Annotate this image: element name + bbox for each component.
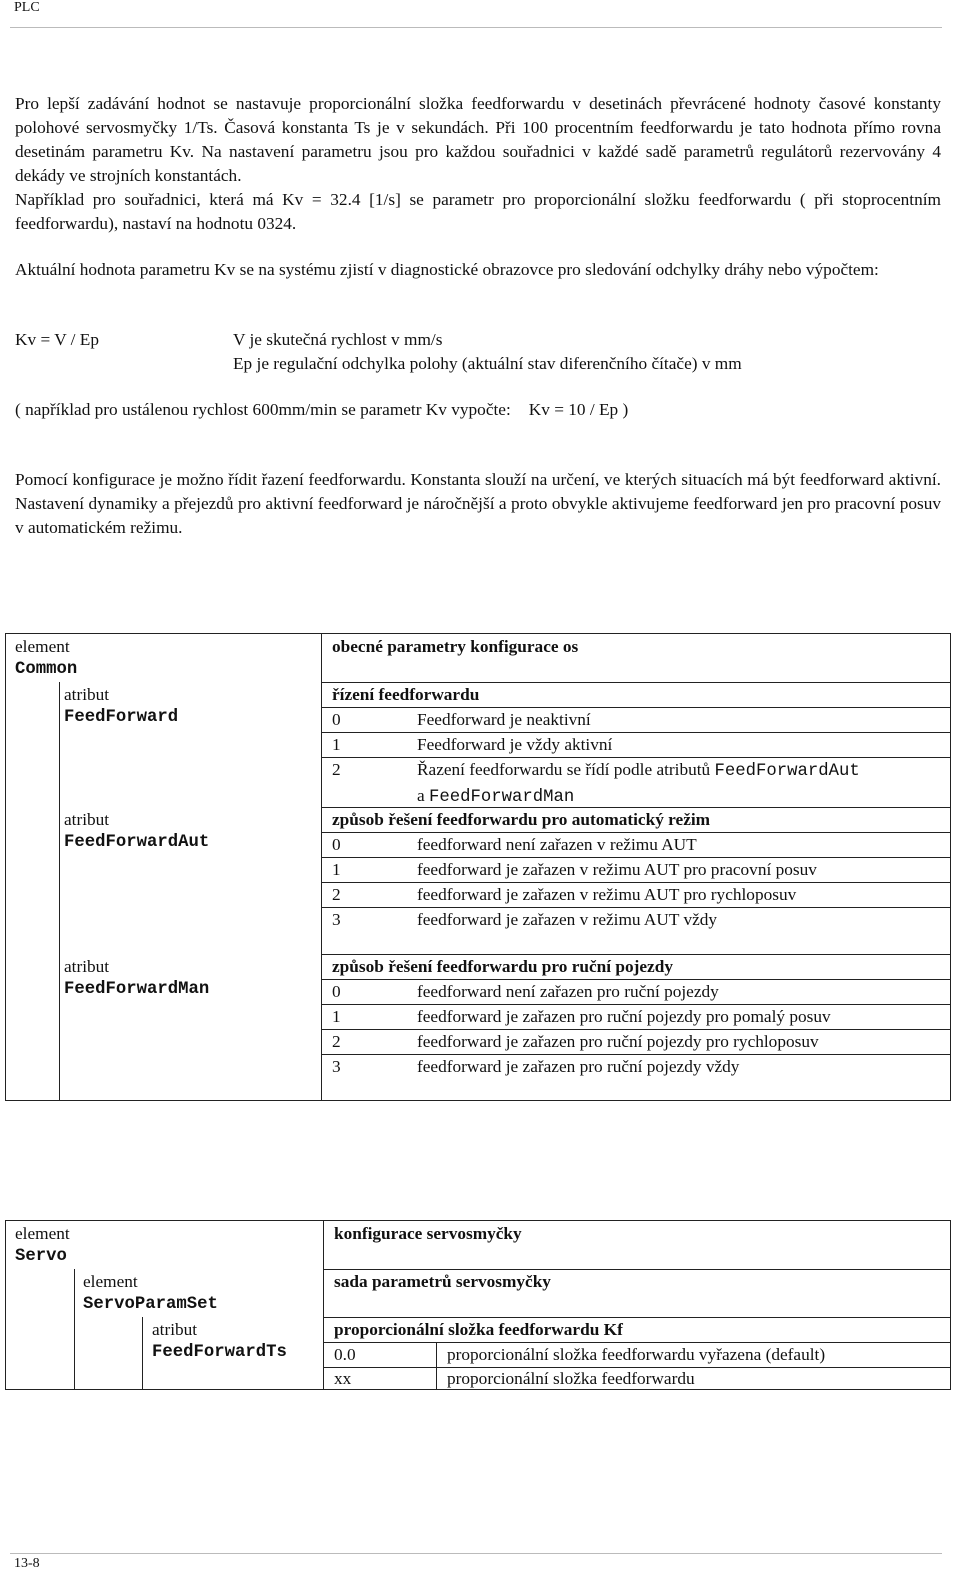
table-divider bbox=[59, 682, 60, 1100]
value-text: Feedforward je neaktivní bbox=[417, 710, 591, 729]
value-text: feedforward je zařazen pro ruční pojezdy vždy bbox=[417, 1057, 740, 1076]
value-text: feedforward je zařazen pro ruční pojezdy pro rychloposuv bbox=[417, 1032, 819, 1051]
example-text: ( například pro ustálenou rychlost 600mm/min se parametr Kv vypočte: bbox=[15, 400, 511, 419]
kv-formula: Kv = V / Ep bbox=[15, 330, 100, 349]
header-divider bbox=[10, 27, 942, 28]
value-text: Řazení feedforwardu se řídí podle atributů FeedForwardAut bbox=[417, 760, 860, 781]
kv-example bbox=[15, 398, 628, 422]
value-text: feedforward je zařazen v režimu AUT vždy bbox=[417, 910, 718, 929]
attr-label: atribut bbox=[152, 1320, 198, 1339]
sub-element-name: ServoParamSet bbox=[83, 1295, 218, 1314]
element-label: element bbox=[15, 637, 70, 656]
value-cell: 1 bbox=[332, 1007, 341, 1026]
def-ep: Ep je regulační odchylka polohy (aktuální stav diferenčního čítače) v mm bbox=[233, 354, 742, 373]
paragraph-configuration: Pomocí konfigurace je možno řídit řazení feedforwardu. Konstanta slouží na určení, ve kterých situacích má být feedforward aktivní. Nastavení dynamiky a přejezdů pro aktivní feedforward je náročnější a proto obvykle aktivujeme feedforward jen pro pracovní posuv v automatickém režimu. bbox=[15, 470, 941, 537]
attr-name-feedforward: FeedForward bbox=[64, 708, 179, 727]
attr-label: atribut bbox=[64, 957, 110, 976]
attr-desc: způsob řešení feedforwardu pro automatický režim bbox=[332, 810, 711, 829]
element-name: Servo bbox=[15, 1247, 67, 1266]
value-cell: 1 bbox=[332, 735, 341, 754]
value-cell: xx bbox=[334, 1369, 352, 1388]
element-name: Common bbox=[15, 660, 78, 679]
sub-element-label: element bbox=[83, 1272, 138, 1291]
attr-desc: způsob řešení feedforwardu pro ruční pojezdy bbox=[332, 957, 673, 976]
footer-divider bbox=[10, 1553, 942, 1554]
value-text: a FeedForwardMan bbox=[417, 786, 575, 807]
element-label: element bbox=[15, 1224, 70, 1243]
value-cell: 0 bbox=[332, 835, 341, 854]
servo-config-table bbox=[5, 1220, 951, 1390]
element-desc: konfigurace servosmyčky bbox=[334, 1224, 522, 1243]
kv-definitions bbox=[233, 328, 742, 376]
def-v: V je skutečná rychlost v mm/s bbox=[233, 330, 443, 349]
value-cell: 0 bbox=[332, 982, 341, 1001]
value-cell: 3 bbox=[332, 1057, 341, 1076]
element-desc: obecné parametry konfigurace os bbox=[332, 637, 579, 656]
paragraph-kv-actual: Aktuální hodnota parametru Kv se na systému zjistí v diagnostické obrazovce pro sledování odchylky dráhy nebo výpočtem: bbox=[15, 260, 879, 279]
value-text: feedforward je zařazen pro ruční pojezdy pro pomalý posuv bbox=[417, 1007, 831, 1026]
value-text: Feedforward je vždy aktivní bbox=[417, 735, 613, 754]
value-text: feedforward je zařazen v režimu AUT pro pracovní posuv bbox=[417, 860, 817, 879]
example-formula: Kv = 10 / Ep ) bbox=[528, 400, 629, 419]
row-divider bbox=[321, 732, 950, 733]
page-header: PLC bbox=[14, 0, 40, 15]
value-cell: 1 bbox=[332, 860, 341, 879]
value-text: proporcionální složka feedforwardu bbox=[447, 1369, 695, 1388]
attr-label: atribut bbox=[64, 685, 110, 704]
attr-desc: řízení feedforwardu bbox=[332, 685, 480, 704]
value-text: feedforward není zařazen v režimu AUT bbox=[417, 835, 697, 854]
table-divider bbox=[74, 1269, 75, 1389]
value-text: feedforward je zařazen v režimu AUT pro rychloposuv bbox=[417, 885, 797, 904]
attr-name-feedforwardman: FeedForwardMan bbox=[64, 980, 210, 999]
table-divider bbox=[142, 1317, 143, 1389]
value-cell: 2 bbox=[332, 1032, 341, 1051]
value-text: proporcionální složka feedforwardu vyřazena (default) bbox=[447, 1345, 826, 1364]
value-cell: 3 bbox=[332, 910, 341, 929]
attr-name-feedforwardaut: FeedForwardAut bbox=[64, 833, 210, 852]
sub-element-desc: sada parametrů servosmyčky bbox=[334, 1272, 551, 1291]
paragraph-text: Pro lepší zadávání hodnot se nastavuje proporcionální složka feedforwardu v desetinách převrácené hodnoty časové konstanty polohové servosmyčky 1/Ts. Časová konstanta Ts je v sekundách. Při 100 procentním feedforwardu je tato hodnota přímo rovna desetinám parametru Kv. Na nastavení parametru jsou pro každou souřadnici v každé sadě parametrů regulátorů rezervovány 4 dekády ve strojních konstantách. bbox=[15, 94, 941, 185]
value-cell: 0.0 bbox=[334, 1345, 356, 1364]
value-cell: 0 bbox=[332, 710, 341, 729]
table-divider bbox=[436, 1342, 437, 1389]
common-config-table bbox=[5, 633, 951, 1101]
value-text: feedforward není zařazen pro ruční pojezdy bbox=[417, 982, 719, 1001]
table-divider bbox=[321, 634, 322, 1100]
paragraph-example-text: Například pro souřadnici, která má Kv = 32.4 [1/s] se parametr pro proporcionální složku feedforwardu ( při stoprocentním feedforwardu), nastaví na hodnotu 0324. bbox=[15, 190, 941, 233]
paragraph-feedforward-intro bbox=[15, 92, 941, 236]
page-number: 13-8 bbox=[14, 1556, 40, 1571]
table-divider bbox=[323, 1221, 324, 1389]
value-cell: 2 bbox=[332, 885, 341, 904]
attr-label: atribut bbox=[64, 810, 110, 829]
row-divider bbox=[321, 707, 950, 708]
value-cell: 2 bbox=[332, 760, 341, 779]
attr-desc: proporcionální složka feedforwardu Kf bbox=[334, 1320, 623, 1339]
attr-name-feedforwardts: FeedForwardTs bbox=[152, 1343, 287, 1362]
